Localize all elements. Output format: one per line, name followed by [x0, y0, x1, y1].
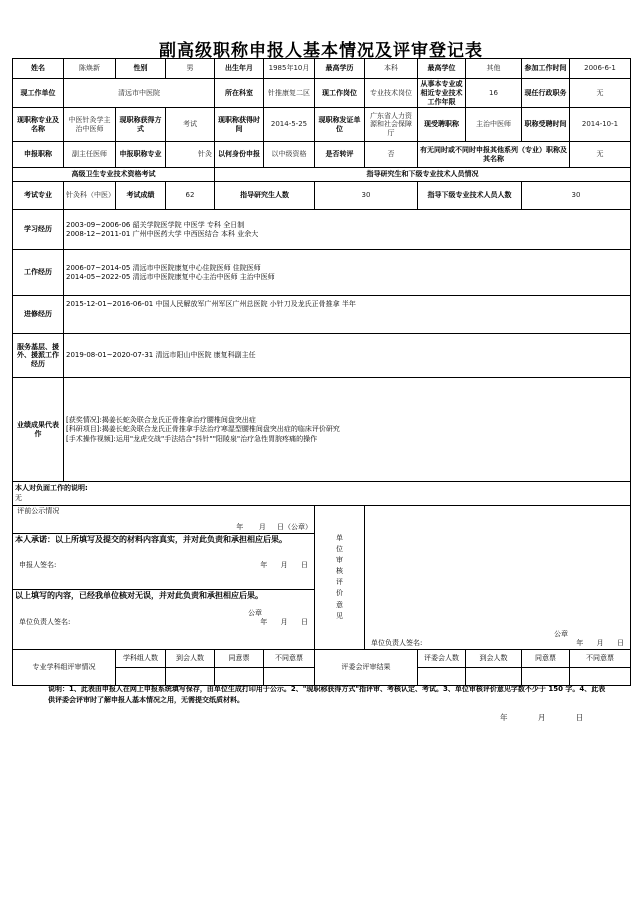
- work-start-value: 2006-6-1: [570, 59, 631, 79]
- junior-count-value: 30: [522, 182, 631, 210]
- subject-disagree-value: [264, 667, 315, 685]
- hired-time-value: 2014-10-1: [570, 108, 631, 142]
- work-entry: 2014-05~2022-05 清远市中医院康复中心主治中医师 主治中医师: [66, 273, 275, 282]
- issuer-value: 广东省人力资源和社会保障厅: [365, 108, 418, 142]
- service-entry: 2019-08-01~2020-07-31 清远市阳山中医院 康复科副主任: [66, 351, 256, 360]
- unit-verify-text: 以上填写的内容，已经我单位核对无误，并对此负责和承担相应后果。: [15, 590, 263, 600]
- dept-label: 所在科室: [215, 79, 264, 108]
- degree-label: 最高学位: [418, 59, 466, 79]
- footnote: 说明：1、此表由申报人在网上申报系统填写保存，由单位生成打印用于公示。2、"现职称获得方式"指评审、考核认定、考试。3、单位审核评价意见字数不少于 150 字。4、此表供评委会评审时了解申报人基本情况之用，无需提交纸质材料。: [48, 685, 606, 704]
- years-label: 从事本专业或相近专业技术工作年限: [418, 79, 466, 108]
- obtain-method-value: 考试: [166, 108, 215, 142]
- committee-agree-label: 同意票: [522, 649, 570, 667]
- other-series-label: 有无同时或不同时申报其他系列（专业）职称及其名称: [418, 142, 570, 168]
- committee-disagree-value: [570, 667, 631, 685]
- achievement-content: [64, 378, 631, 482]
- subject-attend-value: [166, 667, 215, 685]
- committee-agree-value: [522, 667, 570, 685]
- committee-attend-label: 到会人数: [466, 649, 522, 667]
- achievement-entry: [获奖情况]:揭姜长蛇灸联合龙氏正骨推拿治疗腰椎间盘突出症: [66, 415, 256, 424]
- graduate-count-label: 指导研究生人数: [215, 182, 315, 210]
- name-value: 陈焕新: [64, 59, 116, 79]
- obtain-time-value: 2014-5-25: [264, 108, 315, 142]
- training-content: [64, 296, 631, 334]
- other-series-value: 无: [570, 142, 631, 168]
- pledge-day: 日: [301, 560, 308, 569]
- subject-attend-label: 到会人数: [166, 649, 215, 667]
- current-major-label: 现职称专业及名称: [13, 108, 64, 142]
- subject-review-label: 专业学科组评审情况: [13, 649, 116, 685]
- committee-members-value: [418, 667, 466, 685]
- gender-label: 性别: [116, 59, 166, 79]
- education-label: 最高学历: [315, 59, 365, 79]
- review-header-row: [13, 649, 631, 667]
- unit-verify-month: 月: [280, 617, 288, 626]
- publicity-date: [64, 505, 315, 533]
- name-label: 姓名: [13, 59, 64, 79]
- committee-members-label: 评委会人数: [418, 649, 466, 667]
- committee-attend-value: [466, 667, 522, 685]
- years-value: 16: [466, 79, 522, 108]
- admin-post-label: 现任行政职务: [522, 79, 570, 108]
- study-entry: 2008-12~2011-01 广州中医药大学 中西医结合 本科 业余大: [66, 230, 259, 239]
- study-content: [64, 210, 631, 250]
- achievement-entry: [手术操作视频]:运用"龙虎交战"手法结合"抖针""阳陵泉"治疗急性胃脘疼痛的操作: [66, 435, 318, 444]
- apply-title-value: 副主任医师: [64, 142, 116, 168]
- unit-opinion-month: 月: [596, 639, 604, 647]
- page-title: 副高级职称申报人基本情况及评审登记表: [159, 41, 483, 61]
- achievement-entry: [科研项目]:揭姜长蛇灸联合龙氏正骨推拿手法治疗寒湿型腰椎间盘突出症的临床评价研究: [66, 425, 340, 434]
- obtain-method-label: 现职称获得方式: [116, 108, 166, 142]
- exam-major-value: 针灸科（中医）: [64, 182, 116, 210]
- unit-opinion-label-cell: [315, 505, 365, 649]
- work-row: [13, 250, 631, 296]
- guide-section-head: 指导研究生和下级专业技术人员情况: [215, 168, 631, 182]
- unit-opinion-day: 日: [617, 639, 624, 647]
- birth-label: 出生年月: [215, 59, 264, 79]
- hired-title-value: 主治中医师: [466, 108, 522, 142]
- work-content: [64, 250, 631, 296]
- subject-members-label: 学科组人数: [116, 649, 166, 667]
- subject-disagree-label: 不同意票: [264, 649, 315, 667]
- work-label: 工作经历: [13, 250, 64, 296]
- negative-row: [13, 482, 631, 506]
- junior-count-label: 指导下级专业技术人员人数: [418, 182, 522, 210]
- footer-year: 年: [500, 713, 508, 722]
- unit-label: 现工作单位: [13, 79, 64, 108]
- exam-score-label: 考试成绩: [116, 182, 166, 210]
- hired-time-label: 职称受聘时间: [522, 108, 570, 142]
- service-content: [64, 334, 631, 378]
- admin-post-value: 无: [570, 79, 631, 108]
- hired-title-label: 现受聘职称: [418, 108, 466, 142]
- apply-identity-value: 以中级资格: [264, 142, 315, 168]
- birth-value: 1985年10月: [264, 59, 315, 79]
- committee-disagree-label: 不同意票: [570, 649, 631, 667]
- service-row: [13, 334, 631, 378]
- pledge-text: 本人承诺：以上所填写及提交的材料内容真实，并对此负责和承担相应后果。: [15, 534, 287, 544]
- registration-form: [12, 58, 631, 686]
- basic-row-2: [13, 79, 631, 108]
- education-value: 本科: [365, 59, 418, 79]
- unit-verify-signer: 单位负责人签名:: [19, 617, 71, 626]
- basic-row-1: [13, 59, 631, 79]
- unit-verify-day: 日: [301, 617, 308, 626]
- exam-section-head: 高级卫生专业技术资格考试: [13, 168, 215, 182]
- pledge-content: [13, 533, 315, 589]
- dept-value: 针推康复二区: [264, 79, 315, 108]
- pledge-month: 月: [280, 560, 288, 569]
- unit-opinion-signature: [367, 639, 628, 648]
- apply-identity-label: 以何身份申报: [215, 142, 264, 168]
- subject-agree-label: 同意票: [215, 649, 264, 667]
- pledge-signer: 申报人签名:: [19, 560, 57, 569]
- publicity-label: 评前公示情况: [13, 505, 64, 533]
- study-entry: 2003-09~2006-06 韶关学院医学院 中医学 专科 全日制: [66, 220, 245, 229]
- negative-value: 无: [15, 494, 22, 502]
- work-entry: 2006-07~2014-05 清远市中医院康复中心住院医师 住院医师: [66, 263, 261, 272]
- unit-verify-year: 年: [260, 617, 268, 626]
- subject-agree-value: [215, 667, 264, 685]
- committee-review-label: 评委会评审结果: [315, 649, 418, 685]
- degree-value: 其他: [466, 59, 522, 79]
- negative-label: 本人对负面工作的说明:: [15, 484, 88, 493]
- unit-opinion-seal: 公章: [554, 630, 568, 639]
- exam-major-label: 考试专业: [13, 182, 64, 210]
- study-label: 学习经历: [13, 210, 64, 250]
- exam-guide-row: [13, 182, 631, 210]
- training-label: 进修经历: [13, 296, 64, 334]
- obtain-time-label: 现职称获得时间: [215, 108, 264, 142]
- negative-content: [13, 482, 631, 506]
- training-row: [13, 296, 631, 334]
- unit-opinion-label: 单位审核评价意见: [336, 533, 343, 620]
- footer-month: 月: [537, 713, 546, 722]
- graduate-count-value: 30: [315, 182, 418, 210]
- unit-opinion-year: 年: [576, 639, 584, 647]
- unit-verify-content: [13, 589, 315, 649]
- basic-row-3: [13, 108, 631, 142]
- publicity-year: 年: [236, 523, 244, 531]
- apply-major-value: 针灸: [166, 142, 215, 168]
- service-label: 服务基层、援外、援派工作经历: [13, 334, 64, 378]
- achievement-row: [13, 378, 631, 482]
- training-entry: 2015-12-01~2016-06-01 中国人民解放军广州军区广州总医院 小针刀及龙氏正骨推拿 半年: [66, 300, 356, 309]
- publicity-month: 月: [258, 523, 266, 531]
- transfer-value: 否: [365, 142, 418, 168]
- post-label: 现工作岗位: [315, 79, 365, 108]
- post-value: 专业技术岗位: [365, 79, 418, 108]
- apply-major-label: 申报职称专业: [116, 142, 166, 168]
- issuer-label: 现职称发证单位: [315, 108, 365, 142]
- section-head-row: [13, 168, 631, 182]
- publicity-day: 日（公章）: [277, 523, 312, 531]
- footer-date: [500, 712, 611, 723]
- unit-opinion-date: [576, 639, 624, 648]
- pledge-date: [260, 561, 308, 570]
- basic-row-4: [13, 142, 631, 168]
- unit-opinion-content: [365, 505, 631, 649]
- footer-day: 日: [575, 713, 584, 722]
- unit-value: 清远市中医院: [64, 79, 215, 108]
- exam-score-value: 62: [166, 182, 215, 210]
- unit-verify-seal: 公章: [248, 608, 262, 617]
- gender-value: 男: [166, 59, 215, 79]
- unit-verify-date: [260, 618, 308, 627]
- study-row: [13, 210, 631, 250]
- unit-verify-signature: [15, 618, 312, 627]
- current-major-value: 中医针灸学主治中医师: [64, 108, 116, 142]
- publicity-row: [13, 505, 631, 533]
- transfer-label: 是否转评: [315, 142, 365, 168]
- pledge-year: 年: [260, 560, 268, 569]
- work-start-label: 参加工作时间: [522, 59, 570, 79]
- achievement-label: 业绩成果代表作: [13, 378, 64, 482]
- unit-opinion-signer: 单位负责人签名:: [371, 639, 423, 647]
- pledge-signature: [15, 561, 312, 570]
- apply-title-label: 申报职称: [13, 142, 64, 168]
- subject-members-value: [116, 667, 166, 685]
